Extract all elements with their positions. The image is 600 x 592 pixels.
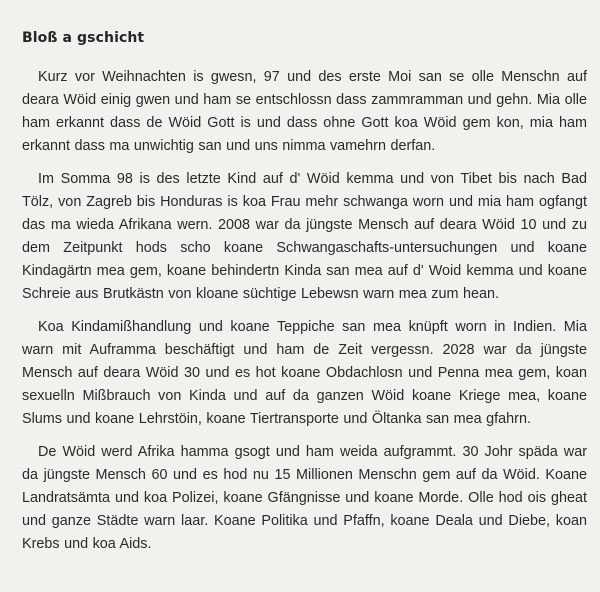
document-title: Bloß a gschicht xyxy=(22,30,145,46)
document-body xyxy=(22,66,587,556)
paragraph-2: Im Somma 98 is des letzte Kind auf d' Wöid kemma und von Tibet bis nach Bad Tölz, von Zagreb bis Honduras is koa Frau mehr schwanga worn und mia ham ogfangt das ma wieda Afrikana wern. 2008 war da jüngste Mensch auf deara Wöid 10 und zu dem Zeitpunkt hods scho koane Schwangaschafts-untersuchungen und koane Kindagärtn mea gem, koane behindertn Kinda san mea auf d' Woid kemma und koane Schreie aus Brutkästn von kloane süchtige Lebewsn warn mea zum hean. xyxy=(22,171,587,302)
paragraph-1: Kurz vor Weihnachten is gwesn, 97 und des erste Moi san se olle Menschn auf deara Wöid einig gwen und ham se entschlossn dass zammramman und gehn. Mia olle ham erkannt dass de Wöid Gott is und dass ohne Gott koa Wöid gem kon, mia ham erkannt dass ma unwichtig san und uns nimma vamehrn derfan. xyxy=(22,69,587,154)
paragraph-4: De Wöid werd Afrika hamma gsogt und ham weida aufgrammt. 30 Johr späda war da jüngste Mensch 60 und es hod nu 15 Millionen Menschn gem auf da Wöid. Koane Landratsämta und koa Polizei, koane Gfängnisse und koane Morde. Olle hod ois gheat und ganze Städte warn laar. Koane Politika und Pfaffn, koane Deala und Diebe, koan Krebs und koa Aids. xyxy=(22,444,587,552)
paragraph-3: Koa Kindamißhandlung und koane Teppiche san mea knüpft worn in Indien. Mia warn mit Auframma beschäftigt und ham de Zeit vergessn. 2028 war da jüngste Mensch auf deara Wöid 30 und es hot koane Obdachlosn und Penna mea gem, koan sexuelln Mißbrauch von Kinda und auf da ganzen Wöid koane Kriege mea, koane Slums und koane Lehrstöin, koane Tiertransporte und Öltanka san mea gfahrn. xyxy=(22,319,587,427)
